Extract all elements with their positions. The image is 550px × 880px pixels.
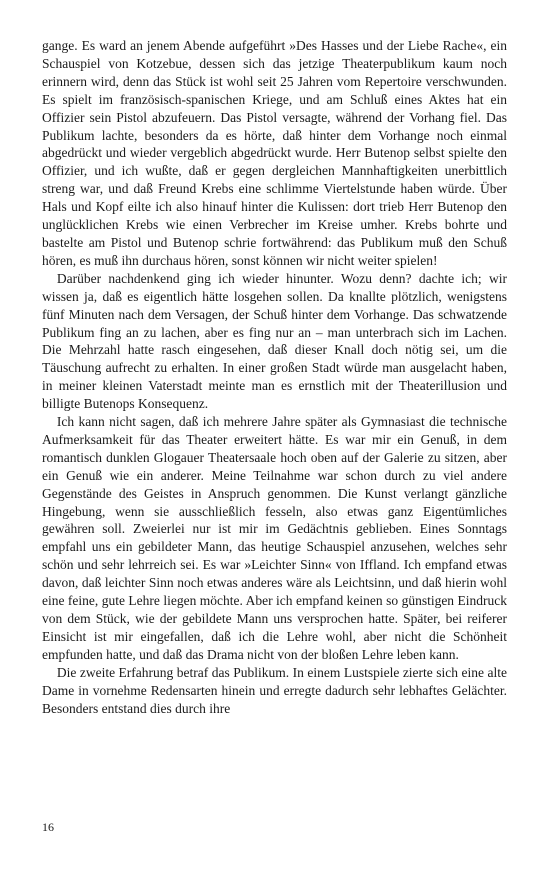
page-body xyxy=(42,37,507,717)
paragraph-1: gange. Es ward an jenem Abende aufgeführt »Des Hasses und der Liebe Rache«, ein Schauspiel von Kotzebue, dessen sich das jetzige Theaterpublikum kaum noch erinnern wird, denn das Stück ist wohl seit 25 Jahren vom Repertoire verschwunden. Es spielt im französisch-spanischen Kriege, und am Schluß eines Aktes hat ein Offizier sein Pistol abzufeuern. Das Pistol versagte, während der Vorhang fiel. Das Publikum lachte, besonders da es hörte, daß hinter dem Vorhange noch einmal abgedrückt und wieder vergeblich abgedrückt wurde. Herr Butenop selbst spielte den Offizier, und ich wußte, daß er gegen dergleichen Mannhaftigkeiten unerbittlich streng war, und daß Freund Krebs eine schlimme Viertelstunde haben würde. Über Hals und Kopf eilte ich also hinauf hinter die Kulissen: dort trieb Herr Butenop den unglücklichen Krebs wie einen Verbrecher im Kreise umher. Krebs bohrte und bastelte am Pistol und Butenop schrie fortwährend: das Publikum muß den Schuß hören, es muß ihn durchaus hören, sonst können wir nicht weiter spielen! xyxy=(42,38,507,268)
paragraph-4: Die zweite Erfahrung betraf das Publikum. In einem Lustspiele zierte sich eine alte Dame in vornehme Redensarten hinein und erregte dadurch sehr lebhaftes Gelächter. Besonders entstand dies durch ihre xyxy=(42,664,507,716)
page-number: 16 xyxy=(42,820,54,834)
paragraph-2: Darüber nachdenkend ging ich wieder hinunter. Wozu denn? dachte ich; wir wissen ja, daß es eigentlich hätte losgehen sollen. Da knallte plötzlich, wenigstens fünf Minuten nach dem Versagen, der Schuß hinter dem Vorhange. Das schwatzende Publikum fing an zu lachen, aber es fing nur an – man unterbrach sich im Lachen. Die Mehrzahl hatte rasch eingesehen, daß dieser Knall doch nötig sei, um die Täuschung aufrecht zu erhalten. In einer großen Stadt würde man ausgelacht haben, in meiner kleinen Vaterstadt meinte man es ernstlich mit der Theaterillusion und billigte Butenops Konsequenz. xyxy=(42,270,507,412)
paragraph-3: Ich kann nicht sagen, daß ich mehrere Jahre später als Gymnasiast die technische Aufmerksamkeit für das Theater erweitert hätte. Es war mir ein Genuß, in dem romantisch dunklen Glogauer Theatersaale hoch oben auf der Galerie zu sitzen, aber ein Genuß wie ein anderer. Meine Teilnahme war schon durch zu viel andere Gegenstände des Geistes in Anspruch genommen. Die Kunst verlangt gänzliche Hingebung, wenn sie ausschließlich fesseln, also etwas ganz Eigentümliches gewähren soll. Zweierlei nur ist mir im Gedächtnis geblieben. Eines Sonntags empfahl uns ein gebildeter Mann, das heutige Schauspiel anzusehen, welches sehr schön und sehr lehrreich sei. Es war »Leichter Sinn« von Iffland. Ich empfand etwas davon, daß leichter Sinn noch etwas anderes wäre als Leichtsinn, und daß hierin wohl eine feine, gute Lehre liegen möchte. Aber ich empfand keinen so günstigen Eindruck von dem Stück, wie der gebildete Mann uns versprochen hatte. Später, bei reiferer Einsicht ist mir eingefallen, daß ich die Lehre wohl, aber nicht die Schönheit empfunden hatte, und daß das Drama nicht von der bloßen Lehre leben kann. xyxy=(42,414,507,662)
